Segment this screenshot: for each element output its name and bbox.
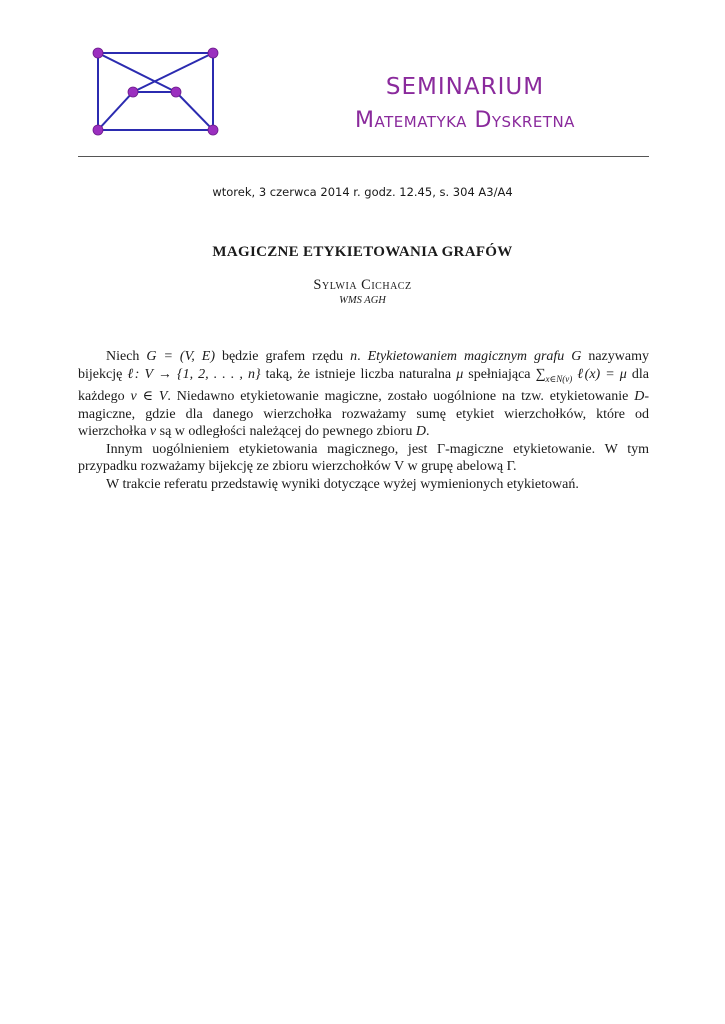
talk-title: MAGICZNE ETYKIETOWANIA GRAFÓW: [212, 244, 513, 260]
abstract-paragraph-3: W trakcie referatu przedstawię wyniki dotyczące wyżej wymienionych etykietowań.: [106, 476, 579, 492]
speaker-affiliation: WMS AGH: [339, 295, 386, 306]
graph-logo-icon: [88, 44, 222, 140]
speaker-name: Sylwia Cichacz: [313, 277, 412, 293]
header-divider: [78, 156, 649, 157]
date-time-room: wtorek, 3 czerwca 2014 r. godz. 12.45, s. 304 A3/A4: [212, 185, 513, 199]
abstract-paragraph-1: Niech G = (V, E) będzie grafem rzędu n. Etykietowaniem magicznym grafu G nazywamy bijekcję ℓ: V → {1, 2, . . . , n} taką, że istnieje liczba naturalna μ spełniająca $\sum_{x\in N(v)}$ ℓ(x) = μ dla każdego v ∈ V. Niedawno etykietowanie magiczne, zostało uogólnione na tzw. etykietowanie D-magiczne, gdzie dla danego wierzchołka rozważamy sumę etykiet wierzchołków, które od wierzchołka v są w odległości należącej do pewnego zbioru D.: [78, 349, 650, 440]
series-title-line2: Matematyka Dyskretna: [355, 108, 575, 133]
abstract-paragraph-2: Innym uogólnieniem etykietowania magicznego, jest Γ-magiczne etykietowanie. W tym przypadku rozważamy bijekcję ze zbioru wierzchołków V w grupę abelową Γ.: [78, 441, 649, 475]
series-title-line1: SEMINARIUM: [385, 74, 545, 100]
abstract: [78, 348, 649, 494]
